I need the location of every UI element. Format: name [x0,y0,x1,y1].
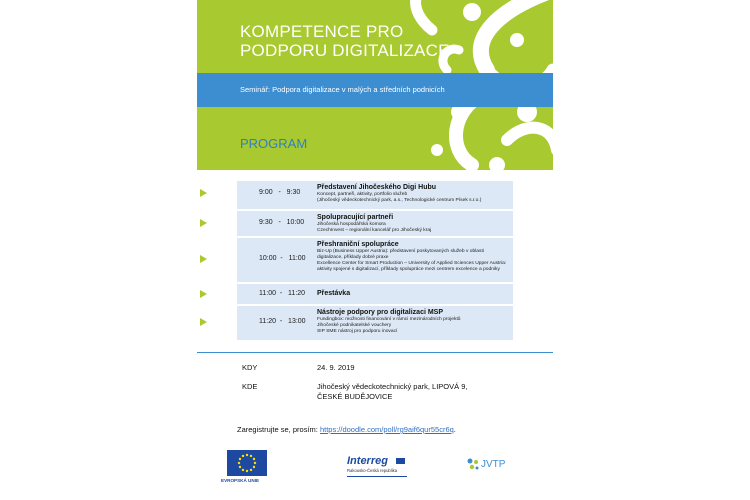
schedule-title: Představení Jihočeského Digi Hubu [317,184,437,191]
registration-prompt: Zaregistrujte se, prosím: [237,425,320,434]
where-value [317,382,468,402]
schedule-detail: Fundingbox: možnosti financování v rámci mezinárodních projektů [317,317,461,322]
schedule-detail: Biz-Up (Business Upper Austria): představení poskytovaných služeb v oblasti digitalizace, příklady dobré praxe [317,249,484,260]
event-title [240,22,450,60]
schedule-detail: Jihočeské podnikatelské vouchery [317,323,392,328]
jvtp-logo-icon [465,456,481,472]
title-line-2: PODPORU DIGITALIZACE [240,41,450,60]
schedule-time: 11:00 - 11:20 [259,290,306,297]
header-banner [197,0,553,170]
schedule-detail: (Jihočeský vědeckotechnický park, a.s., Technologické centrum Písek s.r.o.) [317,198,482,203]
schedule-detail: CzechInvest – regionální kancelář pro Jihočeský kraj [317,228,432,233]
schedule-time: 9:30 - 10:00 [259,219,305,226]
schedule-row [237,181,513,209]
triangle-bullet-icon [200,189,207,197]
registration-suffix: . [453,425,456,434]
triangle-bullet-icon [200,290,207,298]
triangle-bullet-icon [200,219,207,227]
schedule-detail: Koncept, partneři, aktivity, portfolio služeb [317,192,408,197]
schedule-row [237,306,513,340]
registration-text [237,425,456,434]
document-page [197,0,553,500]
interreg-underline [347,476,407,477]
schedule-detail: SIP SME nástroj pro podporu inovací [317,329,398,334]
interreg-flag-icon [396,458,405,464]
jvtp-logo-text: JVTP [481,459,506,470]
where-line-1: Jihočeský vědeckotechnický park, LIPOVÁ 9, [317,382,468,391]
title-line-1: KOMPETENCE PRO [240,22,404,41]
schedule-time: 10:00 - 11:00 [259,255,306,262]
schedule-title: Přestávka [317,290,351,297]
section-divider [197,352,553,353]
schedule-time: 11:20 - 13:00 [259,318,306,325]
schedule-row [237,238,513,282]
schedule-table [237,181,513,342]
program-heading: PROGRAM [240,136,308,151]
triangle-bullet-icon [200,318,207,326]
schedule-detail: Jihočeská hospodářská komora [317,222,386,227]
schedule-title: Přeshraniční spolupráce [317,241,399,248]
when-label: KDY [242,363,258,372]
eu-stars-icon [227,450,267,476]
registration-link[interactable]: https://doodle.com/poll/rg9aif6qur55cr6q [319,425,454,434]
schedule-row [237,211,513,236]
triangle-bullet-icon [200,255,207,263]
schedule-row [237,284,513,304]
when-value: 24. 9. 2019 [317,363,355,372]
where-line-2: ČESKÉ BUDĚJOVICE [317,392,393,401]
seminar-subtitle: Seminář: Podpora digitalizace v malých a středních podnicích [240,85,445,94]
eu-logo-text: EVROPSKÁ UNIE [221,478,260,483]
eu-flag-logo [227,450,267,476]
interreg-logo: Interreg [347,455,388,467]
schedule-time: 9:00 - 9:30 [259,189,301,196]
schedule-title: Nástroje podpory pro digitalizaci MSP [317,309,444,316]
schedule-title: Spolupracující partneři [317,214,394,221]
where-label: KDE [242,382,258,391]
schedule-detail: Excellence Center for Smart Production – University of Applied Sciences Upper Austria: aktivity spojené s digitalizací, příklady spolupráce mezi centrem excelence a podniky [317,261,507,272]
interreg-subtitle: Rakousko-Česká republika [347,468,398,473]
